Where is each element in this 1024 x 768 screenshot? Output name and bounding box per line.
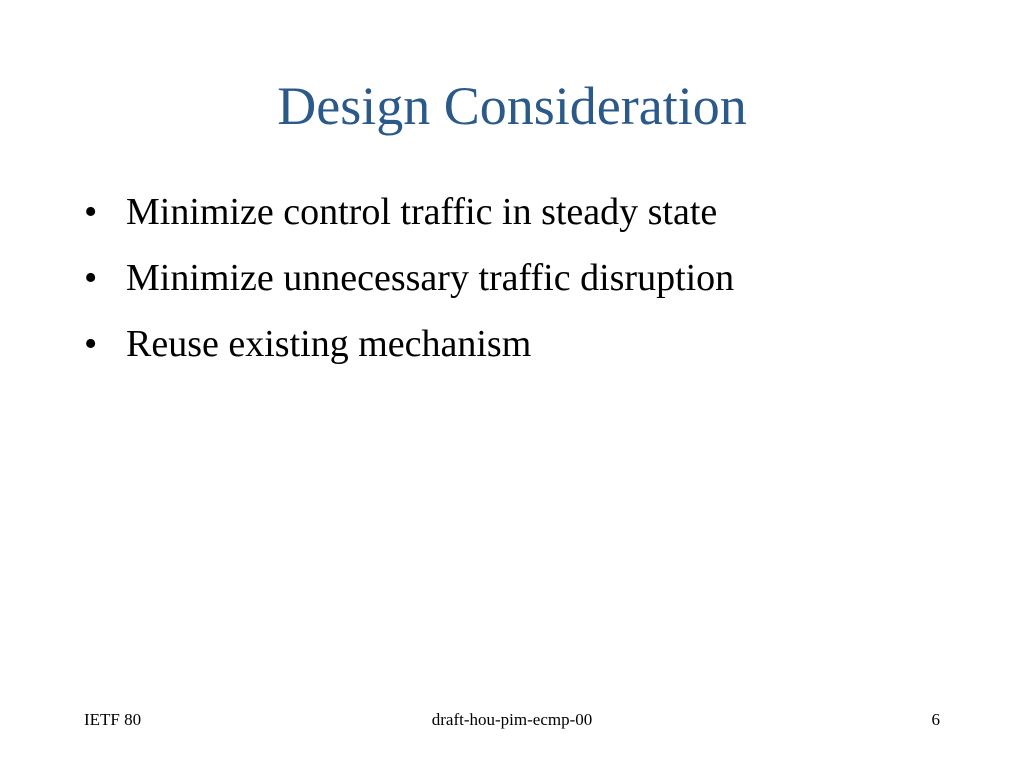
footer-draft-name: draft-hou-pim-ecmp-00	[431, 710, 593, 729]
bullet-text: Reuse existing mechanism	[126, 323, 532, 365]
bullet-item	[84, 190, 734, 235]
slide-title: Design Consideration	[277, 76, 747, 136]
slide-number: 6	[931, 710, 940, 729]
bullet-marker: •	[84, 323, 98, 365]
bullet-list	[84, 190, 734, 388]
bullet-marker: •	[84, 191, 98, 233]
bullet-item	[84, 256, 734, 301]
bullet-marker: •	[84, 257, 98, 299]
bullet-text: Minimize unnecessary traffic disruption	[126, 257, 735, 299]
bullet-text: Minimize control traffic in steady state	[126, 191, 718, 233]
bullet-item	[84, 322, 734, 367]
footer-event-label: IETF 80	[84, 710, 142, 729]
